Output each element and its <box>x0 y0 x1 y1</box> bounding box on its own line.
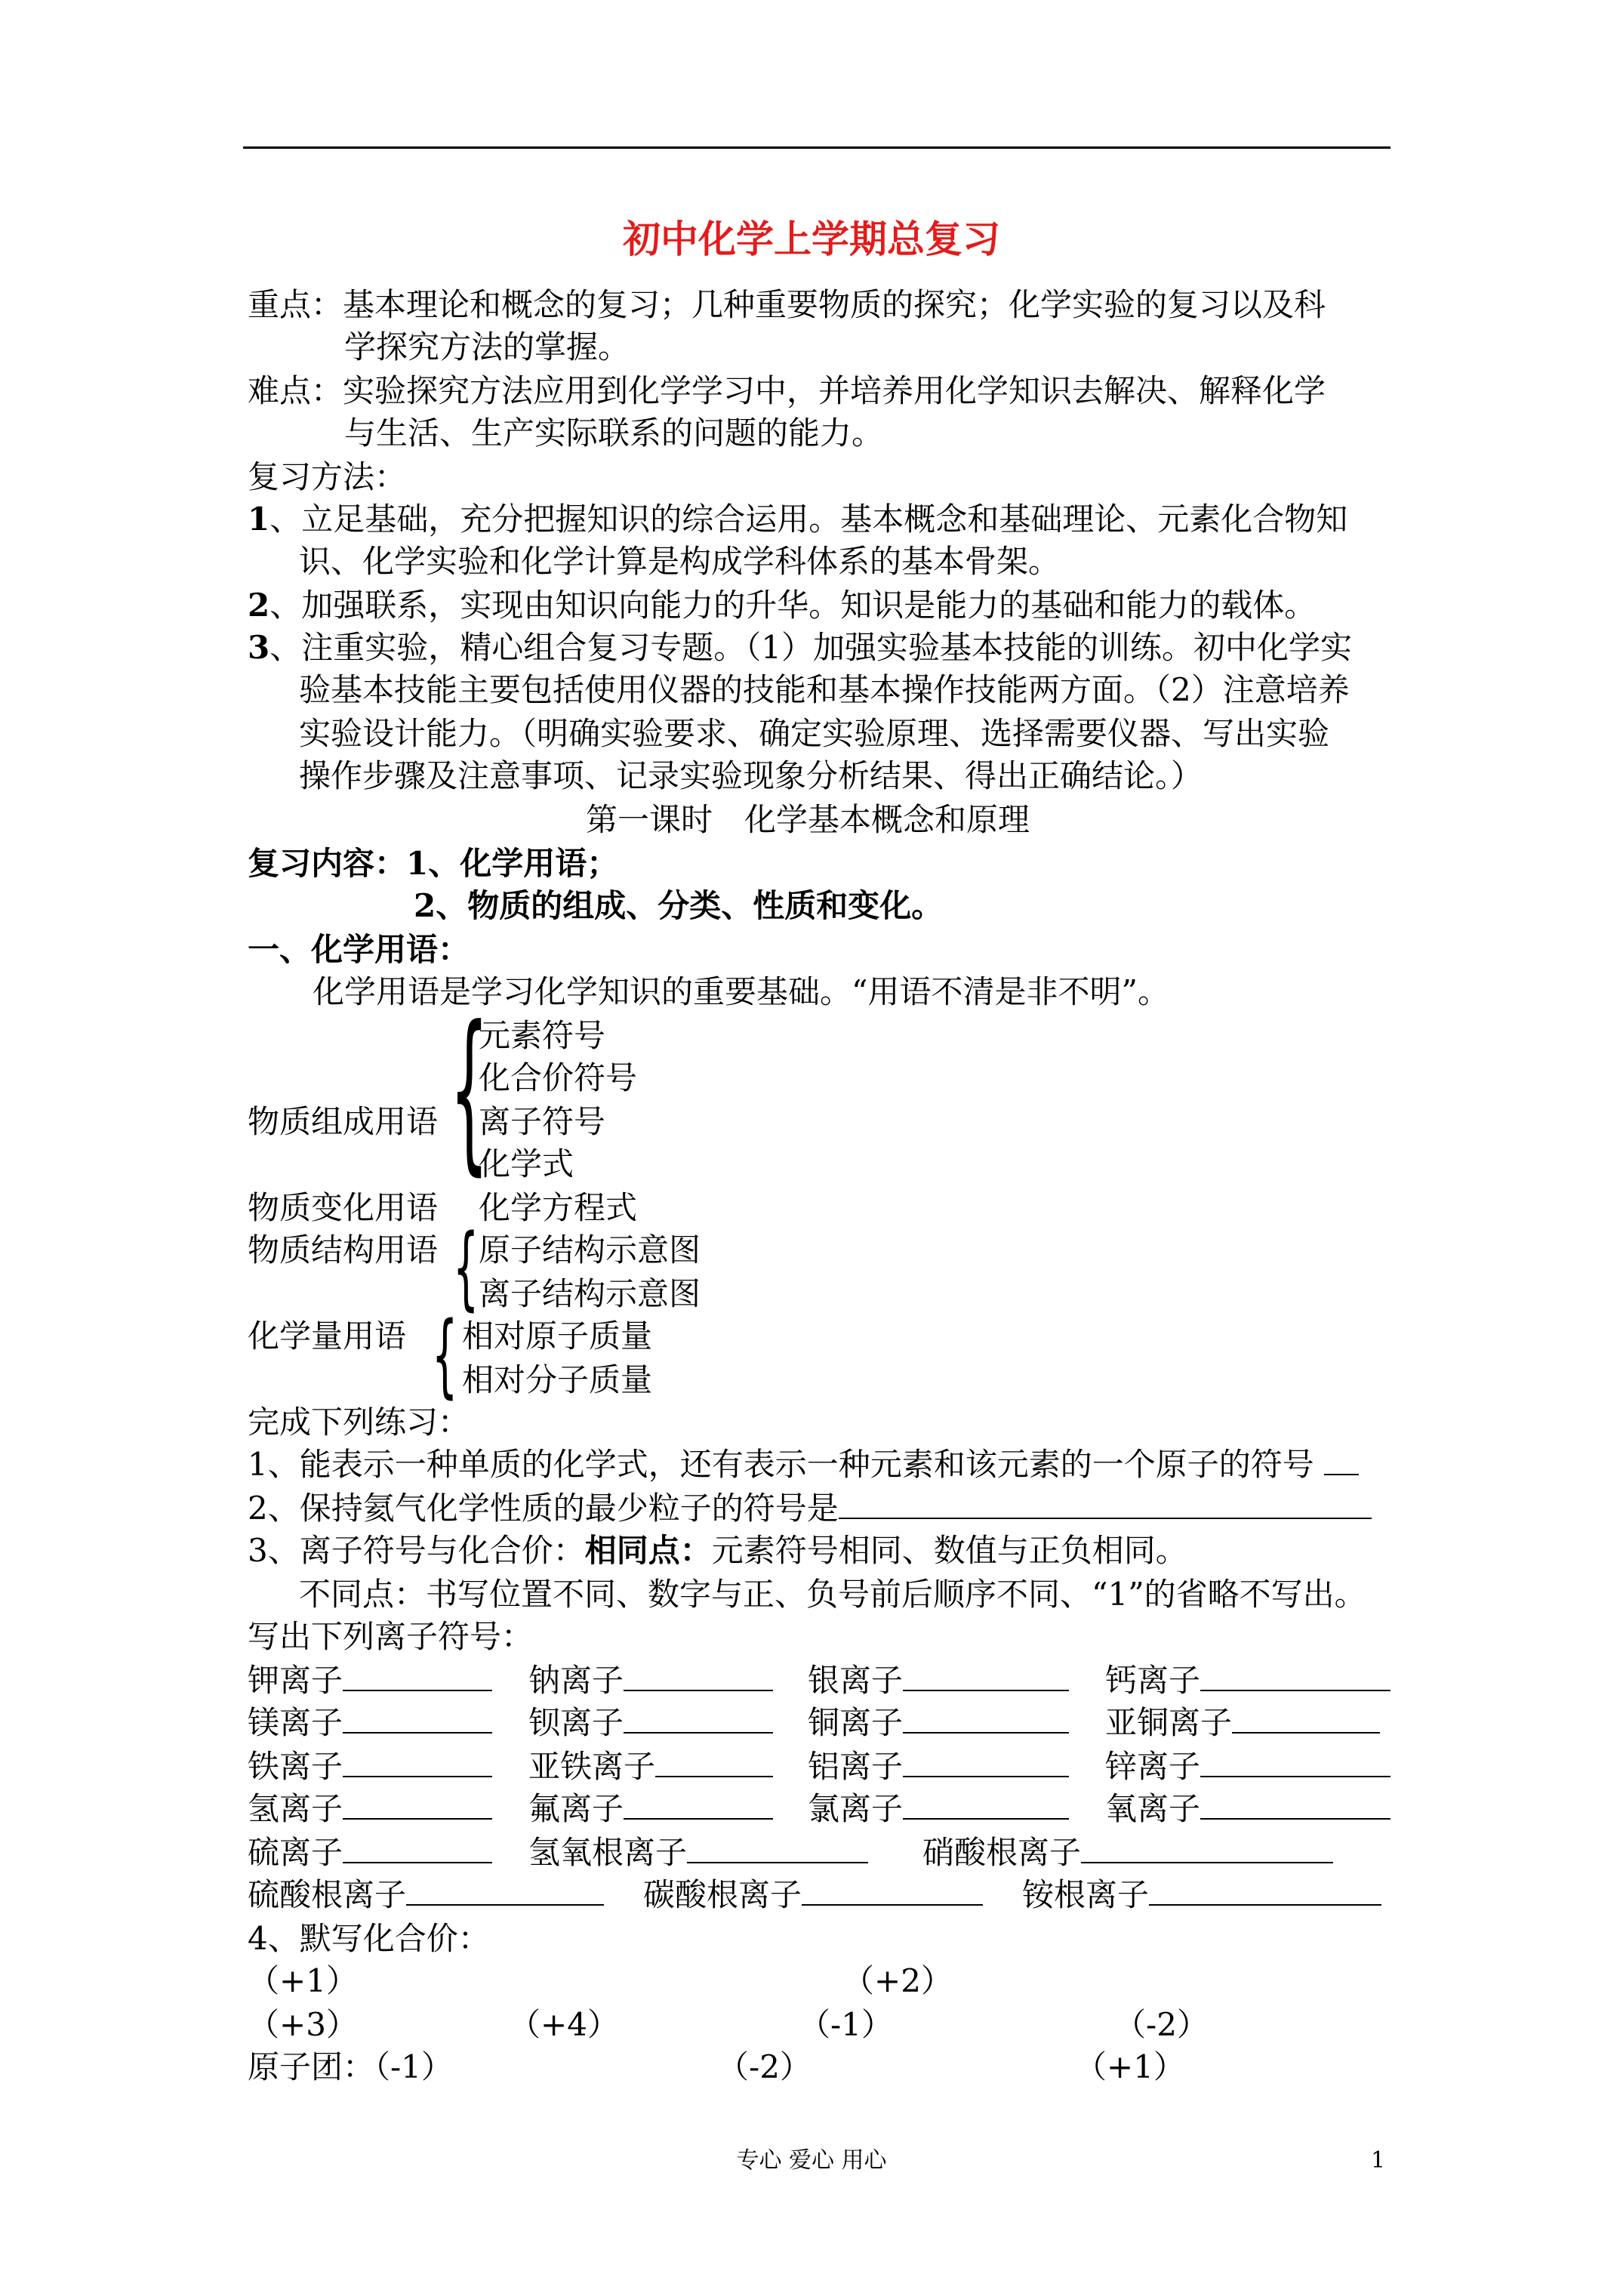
answer-blank[interactable] <box>343 1832 492 1863</box>
ion-item: 铜离子 <box>808 1702 1069 1744</box>
answer-blank[interactable] <box>1200 1746 1390 1777</box>
valence-label: （+3） <box>248 2006 358 2043</box>
ion-item: 氯离子 <box>808 1788 1069 1830</box>
valence-label: （-2） <box>717 2048 812 2085</box>
composition-item: 离子符号 <box>479 1103 606 1140</box>
question-2: 2、保持氦气化学性质的最少粒子的符号是 <box>248 1487 1372 1530</box>
method-3-line-4: 操作步骤及注意事项、记录实验现象分析结果、得出正确结论。） <box>299 757 1203 794</box>
content-item-2: 2、物质的组成、分类、性质和变化。 <box>414 887 944 924</box>
answer-blank[interactable] <box>624 1660 773 1691</box>
page-number: 1 <box>1371 2147 1386 2174</box>
ion-item: 氢氧根离子 <box>528 1832 868 1874</box>
method-3-line-1: 3、注重实验，精心组合复习专题。（1）加强实验基本技能的训练。初中化学实 <box>248 629 1352 666</box>
change-label: 物质变化用语 <box>248 1189 439 1226</box>
section-1-intro: 化学用语是学习化学知识的重要基础。“用语不清是非不明”。 <box>313 973 1169 1010</box>
valence-label: （-2） <box>1114 2006 1209 2043</box>
answer-blank[interactable] <box>343 1788 492 1820</box>
ion-heading: 写出下列离子符号： <box>248 1618 534 1655</box>
focus-line-1: 重点：基本理论和概念的复习；几种重要物质的探究；化学实验的复习以及科 <box>248 286 1326 323</box>
ion-item: 硝酸根离子 <box>922 1832 1333 1874</box>
valence-label: （+1） <box>248 1962 358 1999</box>
footer-motto: 专心 爱心 用心 <box>736 2147 887 2174</box>
ion-item: 钾离子 <box>248 1660 492 1702</box>
answer-blank[interactable] <box>624 1702 773 1734</box>
method-3-line-2: 验基本技能主要包括使用仪器的技能和基本操作技能两方面。（2）注意培养 <box>299 671 1350 708</box>
composition-brace: { <box>450 990 489 1191</box>
quantity-item: 相对原子质量 <box>462 1318 653 1354</box>
structure-item: 离子结构示意图 <box>479 1275 701 1312</box>
ion-item: 氢离子 <box>248 1788 492 1830</box>
question-1: 1、能表示一种单质的化学式，还有表示一种元素和该元素的一个原子的符号 <box>248 1444 1359 1486</box>
ion-item: 铁离子 <box>248 1746 492 1788</box>
answer-blank[interactable] <box>903 1788 1069 1820</box>
question-3: 3、离子符号与化合价：相同点：元素符号相同、数值与正负相同。 <box>248 1532 1187 1569</box>
answer-blank[interactable] <box>802 1874 983 1906</box>
answer-blank[interactable] <box>343 1702 492 1734</box>
ion-item: 硫离子 <box>248 1832 492 1874</box>
valence-label: （+1） <box>1075 2048 1185 2085</box>
valence-label: （+4） <box>509 2006 619 2043</box>
structure-item: 原子结构示意图 <box>479 1231 701 1268</box>
ion-item: 亚铁离子 <box>528 1746 773 1788</box>
exercises-heading: 完成下列练习： <box>248 1404 470 1441</box>
focus-label: 重点： <box>248 286 343 323</box>
answer-blank[interactable] <box>903 1746 1069 1777</box>
lesson-title: 第一课时 化学基本概念和原理 <box>586 801 1030 838</box>
answer-blank[interactable] <box>1200 1660 1390 1691</box>
difficulty-line-2: 与生活、生产实际联系的问题的能力。 <box>344 415 884 451</box>
ion-item: 碳酸根离子 <box>643 1874 983 1916</box>
answer-blank[interactable] <box>1149 1874 1381 1906</box>
answer-blank[interactable] <box>343 1660 492 1691</box>
answer-blank[interactable] <box>1232 1702 1380 1734</box>
answer-blank[interactable] <box>839 1487 1372 1519</box>
ion-item: 氟离子 <box>528 1788 773 1830</box>
valence-label: （+2） <box>842 1962 953 1999</box>
answer-blank[interactable] <box>1324 1444 1359 1475</box>
answer-blank[interactable] <box>687 1832 868 1863</box>
answer-blank[interactable] <box>343 1746 492 1777</box>
answer-blank[interactable] <box>903 1702 1069 1734</box>
header-rule <box>243 146 1390 149</box>
ion-item: 硫酸根离子 <box>248 1874 604 1916</box>
question-3-difference: 不同点：书写位置不同、数字与正、负号前后顺序不同、“1”的省略不写出。 <box>299 1576 1366 1613</box>
ion-item: 铵根离子 <box>1022 1874 1381 1916</box>
section-1-heading: 一、化学用语： <box>248 931 470 968</box>
valence-label: （-1） <box>799 2006 893 2043</box>
quantity-label: 化学量用语 <box>248 1318 407 1354</box>
quantity-item: 相对分子质量 <box>462 1361 653 1398</box>
focus-line-2: 学探究方法的掌握。 <box>344 328 630 365</box>
ion-item: 铝离子 <box>808 1746 1069 1788</box>
difficulty-line-1: 难点：实验探究方法应用到化学学习中，并培养用化学知识去解决、解释化学 <box>248 372 1326 409</box>
answer-blank[interactable] <box>903 1660 1069 1691</box>
method-2-line-1: 2、加强联系，实现由知识向能力的升华。知识是能力的基础和能力的载体。 <box>248 587 1317 624</box>
answer-blank[interactable] <box>655 1746 773 1777</box>
structure-brace: { <box>453 1216 479 1321</box>
method-1-line-1: 1、立足基础，充分把握知识的综合运用。基本概念和基础理论、元素化合物知 <box>248 501 1348 538</box>
methods-heading: 复习方法： <box>248 458 407 495</box>
composition-item: 元素符号 <box>479 1017 606 1054</box>
composition-label: 物质组成用语 <box>248 1103 439 1140</box>
ion-item: 钙离子 <box>1105 1660 1390 1702</box>
difficulty-label: 难点： <box>248 372 343 409</box>
ion-item: 钡离子 <box>528 1702 773 1744</box>
answer-blank[interactable] <box>1081 1832 1333 1863</box>
ion-item: 锌离子 <box>1105 1746 1390 1788</box>
method-1-line-2: 识、化学实验和化学计算是构成学科体系的基本骨架。 <box>299 543 1061 580</box>
answer-blank[interactable] <box>406 1874 604 1906</box>
atom-group-line: 原子团：（-1） <box>248 2048 453 2085</box>
method-3-line-3: 实验设计能力。（明确实验要求、确定实验原理、选择需要仪器、写出实验 <box>299 715 1330 752</box>
answer-blank[interactable] <box>624 1788 773 1820</box>
composition-item: 化学式 <box>479 1145 574 1182</box>
structure-label: 物质结构用语 <box>248 1231 439 1268</box>
composition-item: 化合价符号 <box>479 1059 638 1096</box>
content-line-1: 复习内容：1、化学用语； <box>248 845 619 882</box>
ion-item: 亚铜离子 <box>1105 1702 1380 1744</box>
answer-blank[interactable] <box>1200 1788 1390 1820</box>
quantity-brace: { <box>432 1303 458 1408</box>
page-title: 初中化学上学期总复习 <box>623 217 1000 261</box>
question-4: 4、默写化合价： <box>248 1920 490 1957</box>
ion-item: 镁离子 <box>248 1702 492 1744</box>
change-item: 化学方程式 <box>479 1189 638 1226</box>
ion-item: 银离子 <box>808 1660 1069 1702</box>
ion-item: 氧离子 <box>1105 1788 1390 1830</box>
content-label: 复习内容： <box>248 845 407 882</box>
ion-item: 钠离子 <box>528 1660 773 1702</box>
